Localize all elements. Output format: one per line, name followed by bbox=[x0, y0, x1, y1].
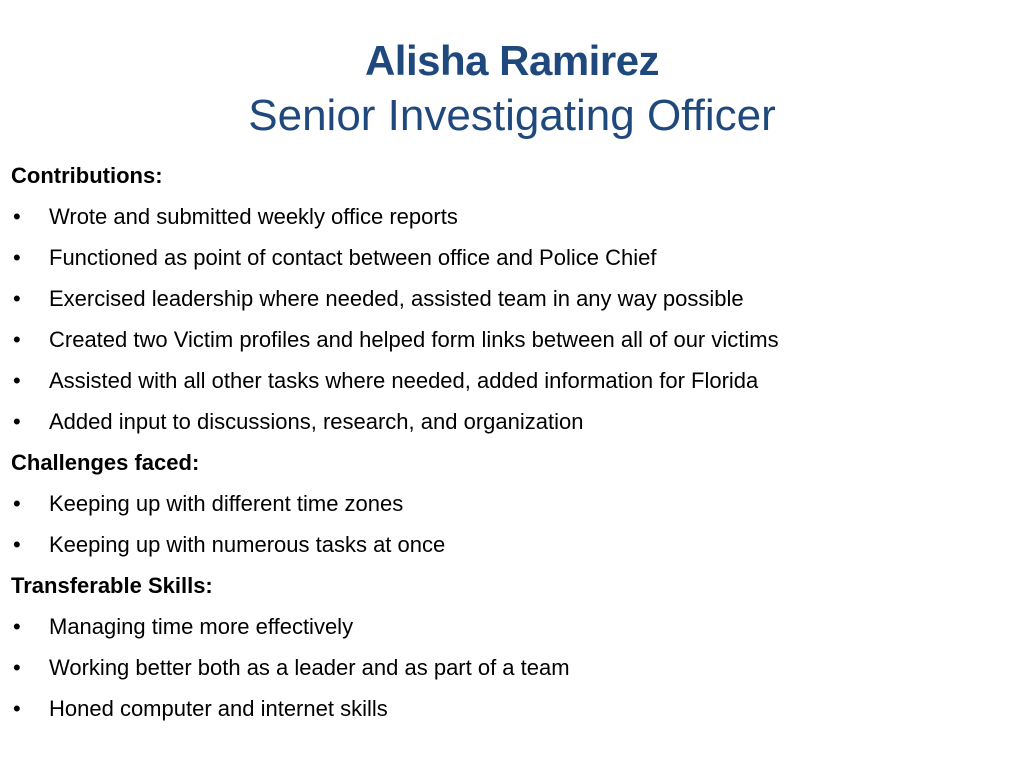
bullet-icon: • bbox=[13, 614, 21, 639]
list-item-text: Created two Victim profiles and helped form links between all of our victims bbox=[49, 327, 779, 352]
list-item-text: Exercised leadership where needed, assisted team in any way possible bbox=[49, 286, 744, 311]
list-item bbox=[11, 401, 1011, 442]
bullet-icon: • bbox=[13, 696, 21, 721]
bullet-icon: • bbox=[13, 491, 21, 516]
list-item bbox=[11, 237, 1011, 278]
section-heading-skills: Transferable Skills: bbox=[11, 573, 213, 598]
list-item bbox=[11, 278, 1011, 319]
list-item-text: Working better both as a leader and as part of a team bbox=[49, 655, 570, 680]
bullet-icon: • bbox=[13, 286, 21, 311]
bullet-icon: • bbox=[13, 532, 21, 557]
bullet-icon: • bbox=[13, 204, 21, 229]
slide-body bbox=[11, 155, 1011, 729]
list-item-text: Assisted with all other tasks where needed, added information for Florida bbox=[49, 368, 759, 393]
title-role: Senior Investigating Officer bbox=[248, 91, 776, 140]
list-item-text: Wrote and submitted weekly office reports bbox=[49, 204, 458, 229]
bullet-icon: • bbox=[13, 245, 21, 270]
list-item bbox=[11, 606, 1011, 647]
bullet-icon: • bbox=[13, 327, 21, 352]
list-item-text: Keeping up with different time zones bbox=[49, 491, 404, 516]
list-item bbox=[11, 196, 1011, 237]
bullet-icon: • bbox=[13, 409, 21, 434]
slide-title bbox=[0, 34, 1024, 144]
list-item-text: Functioned as point of contact between office and Police Chief bbox=[49, 245, 657, 270]
list-item bbox=[11, 524, 1011, 565]
section-heading-contributions: Contributions: bbox=[11, 163, 163, 188]
list-item bbox=[11, 360, 1011, 401]
list-item-text: Added input to discussions, research, and organization bbox=[49, 409, 584, 434]
list-item bbox=[11, 688, 1011, 729]
list-item bbox=[11, 319, 1011, 360]
list-item-text: Honed computer and internet skills bbox=[49, 696, 388, 721]
bullet-icon: • bbox=[13, 655, 21, 680]
section-heading-challenges: Challenges faced: bbox=[11, 450, 200, 475]
list-item-text: Managing time more effectively bbox=[49, 614, 354, 639]
list-item bbox=[11, 483, 1011, 524]
list-item bbox=[11, 647, 1011, 688]
bullet-icon: • bbox=[13, 368, 21, 393]
title-name: Alisha Ramirez bbox=[364, 37, 660, 84]
list-item-text: Keeping up with numerous tasks at once bbox=[49, 532, 446, 557]
